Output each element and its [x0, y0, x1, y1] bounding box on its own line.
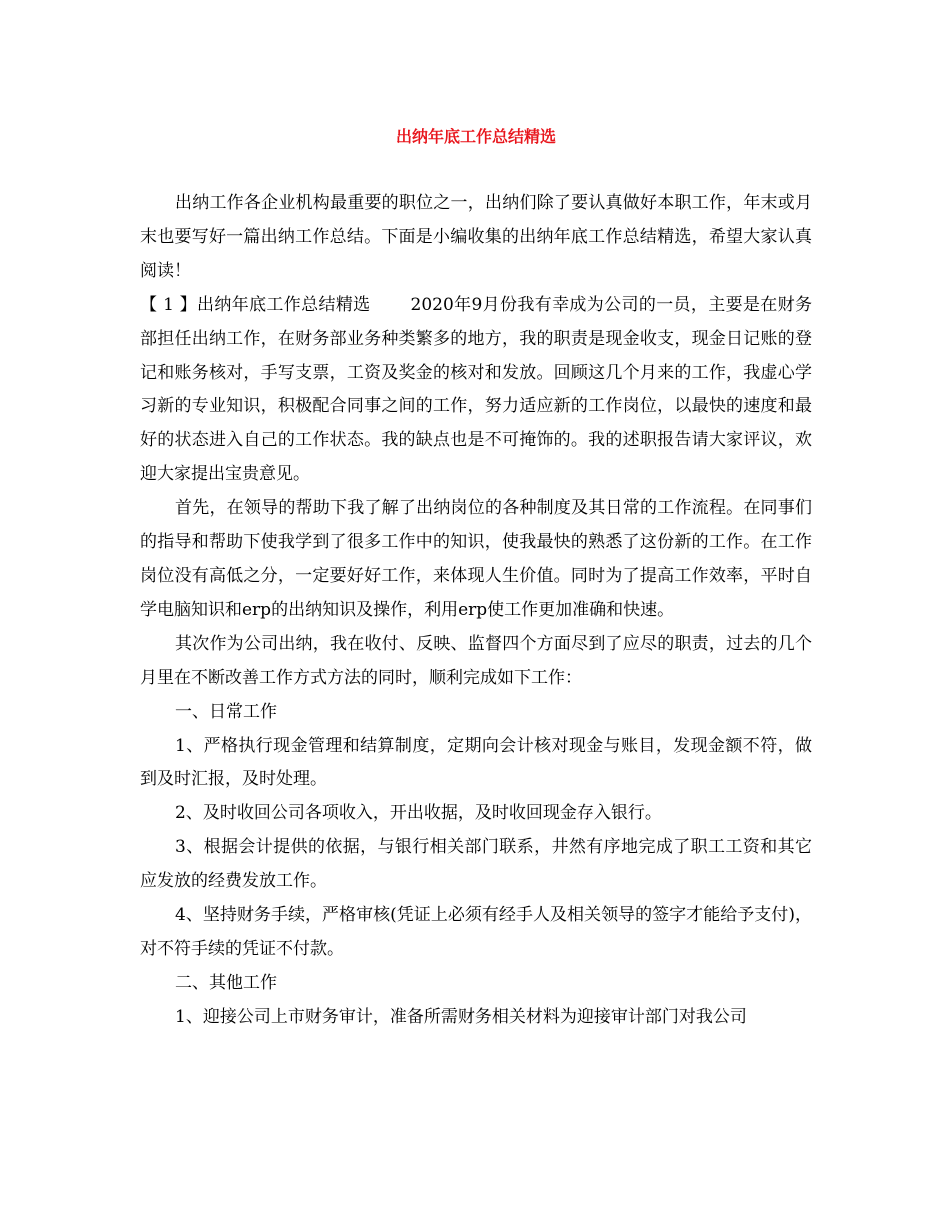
daily-item: 4、坚持财务手续，严格审核(凭证上必须有经手人及相关领导的签字才能给予支付)，对不符手续的凭证不付款。	[140, 905, 812, 959]
daily-item: 1、严格执行现金管理和结算制度，定期向会计核对现金与账目，发现金额不符，做到及时汇报，及时处理。	[140, 735, 812, 790]
daily-item: 3、根据会计提供的依据，与银行相关部门联系，井然有序地完成了职工工资和其它应发放的经费发放工作。	[140, 837, 812, 892]
section-1-body: 2020年9月份我有幸成为公司的一员，主要是在财务部担任出纳工作，在财务部业务种类繁多的地方，我的职责是现金收支，现金日记账的登记和账务核对，手写支票，工资及奖金的核对和发放。回顾这几个月来的工作，我虚心学习新的专业知识，积极配合同事之间的工作，努力适应新的工作岗位，以最快的速度和最好的状态进入自己的工作状态。我的缺点也是不可掩饰的。我的述职报告请大家评议，欢迎大家提出宝贵意见。	[140, 294, 812, 485]
daily-item: 2、及时收回公司各项收入，开出收据，及时收回现金存入银行。	[175, 803, 662, 824]
section-1-heading: 【 1 】出纳年底工作总结精选	[140, 294, 371, 315]
paragraph-second: 其次作为公司出纳，我在收付、反映、监督四个方面尽到了应尽的职责，过去的几个月里在不断改善工作方式方法的同时，顺利完成如下工作：	[140, 633, 812, 688]
other-item: 1、迎接公司上市财务审计，准备所需财务相关材料为迎接审计部门对我公司	[175, 1006, 747, 1027]
document-title: 出纳年底工作总结精选	[395, 127, 556, 146]
intro-paragraph: 出纳工作各企业机构最重要的职位之一，出纳们除了要认真做好本职工作，年末或月末也要写好一篇出纳工作总结。下面是小编收集的出纳年底工作总结精选，希望大家认真阅读！	[140, 193, 812, 281]
heading-other-work: 二、其他工作	[175, 972, 277, 993]
document-body	[140, 187, 812, 1035]
paragraph-first: 首先，在领导的帮助下我了解了出纳岗位的各种制度及其日常的工作流程。在同事们的指导和帮助下使我学到了很多工作中的知识，使我最快的熟悉了这份新的工作。在工作岗位没有高低之分，一定要好好工作，来体现人生价值。同时为了提高工作效率，平时自学电脑知识和erp的出纳知识及操作，利用erp使工作更加准确和快速。	[140, 498, 812, 620]
heading-daily-work: 一、日常工作	[175, 701, 277, 722]
section-1-paragraph	[140, 289, 812, 492]
